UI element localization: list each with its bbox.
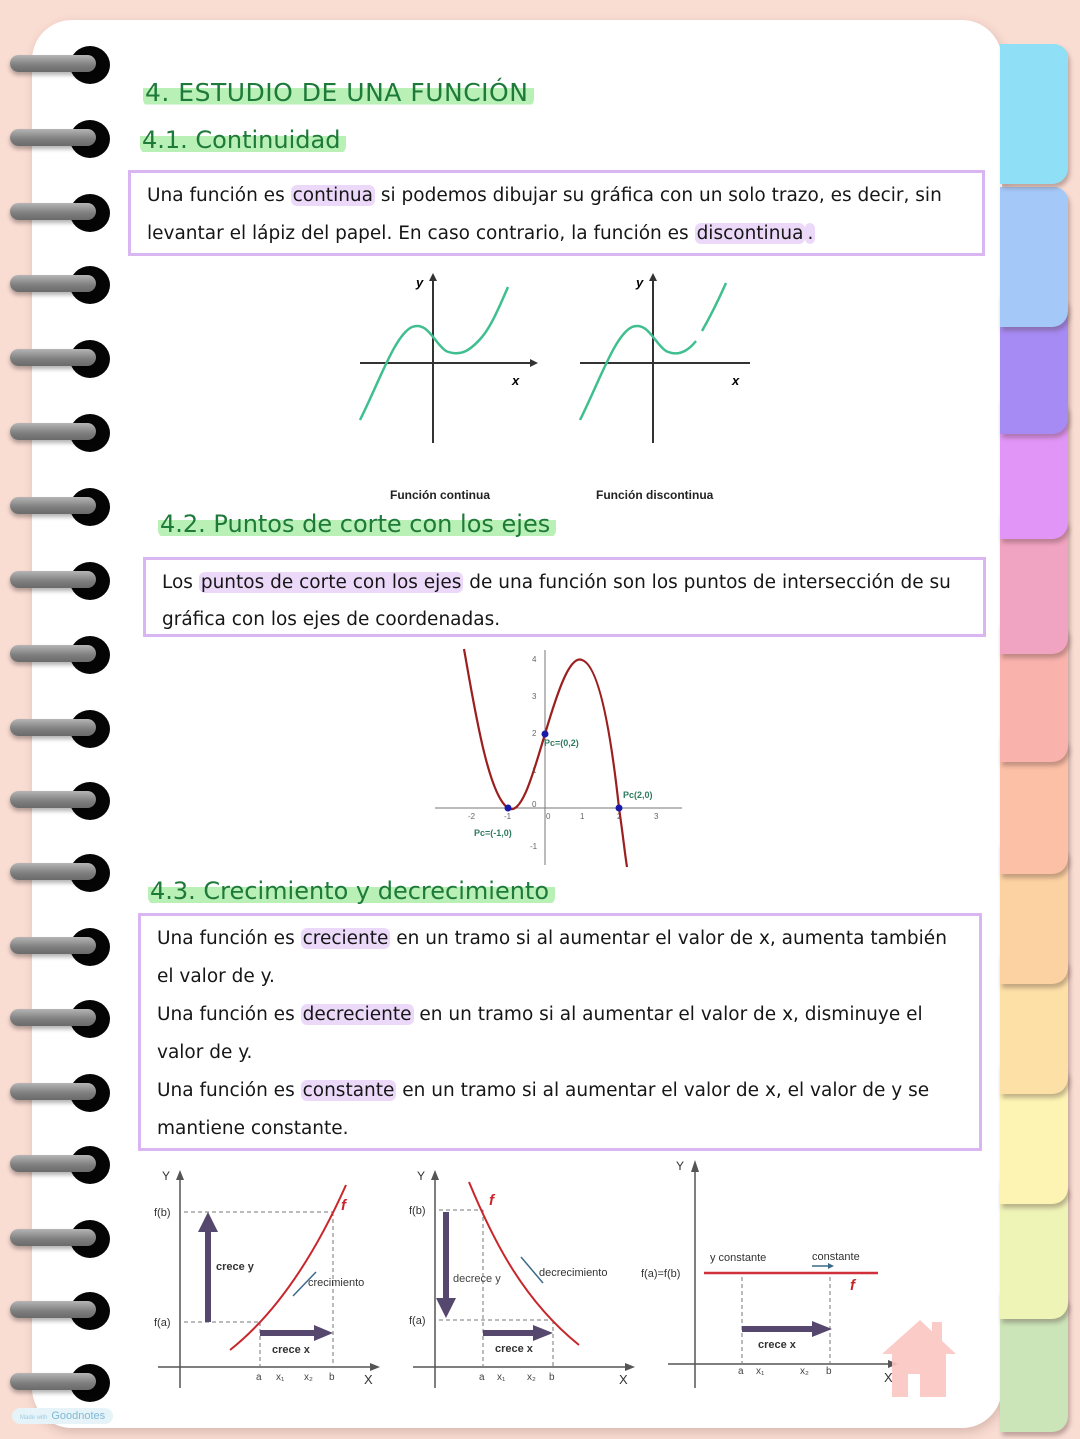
svg-text:Pc=(0,2): Pc=(0,2) (544, 738, 579, 748)
text: si podemos dibujar su gráfica con un solo trazo, es decir, sin levantar el lápiz del papel. En caso contrario, la función es (147, 185, 942, 244)
heading-crecimiento (148, 877, 555, 905)
line-decreciente (157, 996, 963, 1072)
ring-bar (10, 1301, 96, 1318)
ring-bar (10, 349, 96, 366)
svg-text:y constante: y constante (710, 1252, 767, 1264)
svg-text:f: f (489, 1192, 494, 1209)
text: de una función son los puntos de intersección de su gráfica con los ejes de coordenadas. (162, 572, 951, 630)
svg-text:f(b): f(b) (154, 1207, 171, 1219)
definition-box-continuidad (128, 170, 985, 256)
ring-bar (10, 1373, 96, 1390)
page-title-text: 4. ESTUDIO DE UNA FUNCIÓN (143, 78, 534, 107)
ring-bar (10, 719, 96, 736)
svg-text:2: 2 (532, 729, 537, 738)
text: en un tramo si al aumentar el valor de x, aumenta también el valor de y. (157, 928, 947, 987)
binder-ring (10, 562, 105, 602)
text: Una función es (147, 185, 291, 206)
caption-continua: Función continua (390, 488, 490, 502)
highlight-continua: continua (292, 185, 373, 206)
svg-text:crece y: crece y (216, 1261, 254, 1273)
binder-ring (10, 636, 105, 676)
svg-text:0: 0 (546, 812, 551, 821)
ring-bar (10, 1083, 96, 1100)
point-2-0 (616, 805, 623, 812)
binder-ring (10, 710, 105, 750)
binder-ring (10, 928, 105, 968)
svg-text:-1: -1 (504, 812, 512, 821)
caption-discontinua: Función discontinua (596, 488, 714, 502)
binder-ring (10, 782, 105, 822)
binder-ring (10, 1146, 105, 1186)
svg-text:x: x (732, 373, 740, 388)
text: . (807, 223, 814, 244)
highlight-constante: constante (302, 1080, 395, 1101)
highlight-puntos-corte: puntos de corte con los ejes (200, 572, 462, 593)
ring-bar (10, 1229, 96, 1246)
constant-function-graph (638, 1152, 968, 1397)
binder-ring (10, 194, 105, 234)
svg-text:X: X (884, 1370, 893, 1385)
svg-text:0: 0 (532, 800, 537, 809)
line-constante (157, 1072, 963, 1148)
svg-text:Pc=(-1,0): Pc=(-1,0) (474, 828, 512, 838)
text: en un tramo si al aumentar el valor de x, el valor de y se mantiene constante. (157, 1080, 930, 1139)
svg-text:b: b (549, 1372, 555, 1383)
point-minus1-0 (505, 805, 512, 812)
svg-text:f: f (850, 1277, 855, 1294)
goodnotes-badge (12, 1408, 113, 1424)
binder-ring (10, 120, 105, 160)
svg-text:a: a (738, 1366, 744, 1377)
svg-text:crece x: crece x (758, 1339, 796, 1351)
svg-text:X: X (364, 1372, 373, 1387)
svg-text:1: 1 (532, 766, 537, 775)
svg-text:crecimiento: crecimiento (308, 1277, 365, 1289)
ring-bar (10, 423, 96, 440)
svg-text:decrecimiento: decrecimiento (539, 1267, 608, 1279)
svg-text:a: a (256, 1372, 262, 1383)
binder-ring (10, 340, 105, 380)
svg-text:2: 2 (617, 812, 622, 821)
svg-text:Y: Y (162, 1169, 171, 1183)
definition-box-crecimiento (138, 913, 982, 1151)
page-title (143, 78, 534, 107)
svg-text:constante: constante (812, 1251, 860, 1263)
continuity-figure (350, 265, 750, 450)
svg-text:b: b (826, 1366, 832, 1377)
heading-puntos-corte (158, 510, 556, 538)
point-0-2 (542, 731, 549, 738)
brand-label: Goodnotes (51, 1410, 106, 1422)
svg-text:Y: Y (676, 1159, 685, 1173)
svg-text:y: y (416, 275, 424, 290)
ring-bar (10, 937, 96, 954)
increasing-function-graph (148, 1160, 388, 1390)
binder-ring (10, 1074, 105, 1114)
intercepts-graph (430, 645, 690, 870)
svg-text:1: 1 (580, 812, 585, 821)
svg-text:-1: -1 (530, 842, 538, 851)
svg-text:x₂: x₂ (304, 1372, 313, 1383)
heading-crecimiento-text: 4.3. Crecimiento y decrecimiento (148, 877, 555, 905)
ring-bar (10, 571, 96, 588)
svg-text:f: f (341, 1197, 346, 1214)
svg-text:x₁: x₁ (276, 1372, 285, 1383)
binder-ring (10, 46, 105, 86)
svg-text:4: 4 (532, 655, 537, 664)
ring-bar (10, 203, 96, 220)
section-tab-1[interactable] (1000, 44, 1068, 184)
ring-bar (10, 275, 96, 292)
svg-text:x₁: x₁ (497, 1372, 506, 1383)
text: Una función es (157, 1080, 301, 1101)
highlight-creciente: creciente (302, 928, 389, 949)
svg-text:Y: Y (417, 1169, 426, 1183)
continuous-graph (360, 273, 538, 443)
svg-text:3: 3 (532, 692, 537, 701)
svg-text:x: x (512, 373, 520, 388)
binder-ring (10, 854, 105, 894)
binder-ring (10, 488, 105, 528)
ring-bar (10, 645, 96, 662)
svg-text:f(b): f(b) (409, 1205, 426, 1217)
highlight-discontinua: discontinua (696, 223, 804, 244)
svg-text:-2: -2 (468, 812, 476, 821)
svg-text:Pc(2,0): Pc(2,0) (623, 790, 653, 800)
discontinuous-graph (580, 273, 750, 443)
decreasing-function-graph (403, 1160, 643, 1390)
svg-text:a: a (479, 1372, 485, 1383)
svg-text:crece x: crece x (495, 1343, 533, 1355)
binder-ring (10, 1220, 105, 1260)
svg-text:X: X (619, 1372, 628, 1387)
svg-text:b: b (329, 1372, 335, 1383)
definition-box-puntos-corte (143, 557, 986, 637)
binder-ring (10, 1000, 105, 1040)
svg-text:x₁: x₁ (756, 1366, 765, 1377)
heading-puntos-corte-text: 4.2. Puntos de corte con los ejes (158, 510, 556, 538)
svg-text:x₂: x₂ (527, 1372, 536, 1383)
svg-text:3: 3 (654, 812, 659, 821)
svg-text:decrece y: decrece y (453, 1273, 501, 1285)
ring-bar (10, 129, 96, 146)
ring-bar (10, 497, 96, 514)
heading-continuidad-text: 4.1. Continuidad (140, 126, 346, 154)
text: Una función es (157, 928, 301, 949)
binder-ring (10, 1292, 105, 1332)
highlight-decreciente: decreciente (302, 1004, 412, 1025)
ring-bar (10, 863, 96, 880)
svg-text:f(a): f(a) (409, 1315, 426, 1327)
binder-ring (10, 414, 105, 454)
made-with-label: Made with (20, 1415, 48, 1421)
binder-ring (10, 1364, 105, 1404)
svg-text:x₂: x₂ (800, 1366, 809, 1377)
ring-bar (10, 1009, 96, 1026)
svg-text:f(a)=f(b): f(a)=f(b) (641, 1268, 681, 1280)
svg-text:f(a): f(a) (154, 1317, 171, 1329)
binder-ring (10, 266, 105, 306)
svg-text:crece x: crece x (272, 1344, 310, 1356)
ring-bar (10, 55, 96, 72)
ring-bar (10, 1155, 96, 1172)
ring-bar (10, 791, 96, 808)
section-tab-2[interactable] (1000, 187, 1068, 327)
home-icon[interactable] (882, 1320, 956, 1397)
text: en un tramo si al aumentar el valor de x, disminuye el valor de y. (157, 1004, 923, 1063)
text: Los (162, 572, 199, 593)
heading-continuidad (140, 126, 346, 154)
text: Una función es (157, 1004, 301, 1025)
line-creciente (157, 920, 963, 996)
svg-text:y: y (636, 275, 644, 290)
